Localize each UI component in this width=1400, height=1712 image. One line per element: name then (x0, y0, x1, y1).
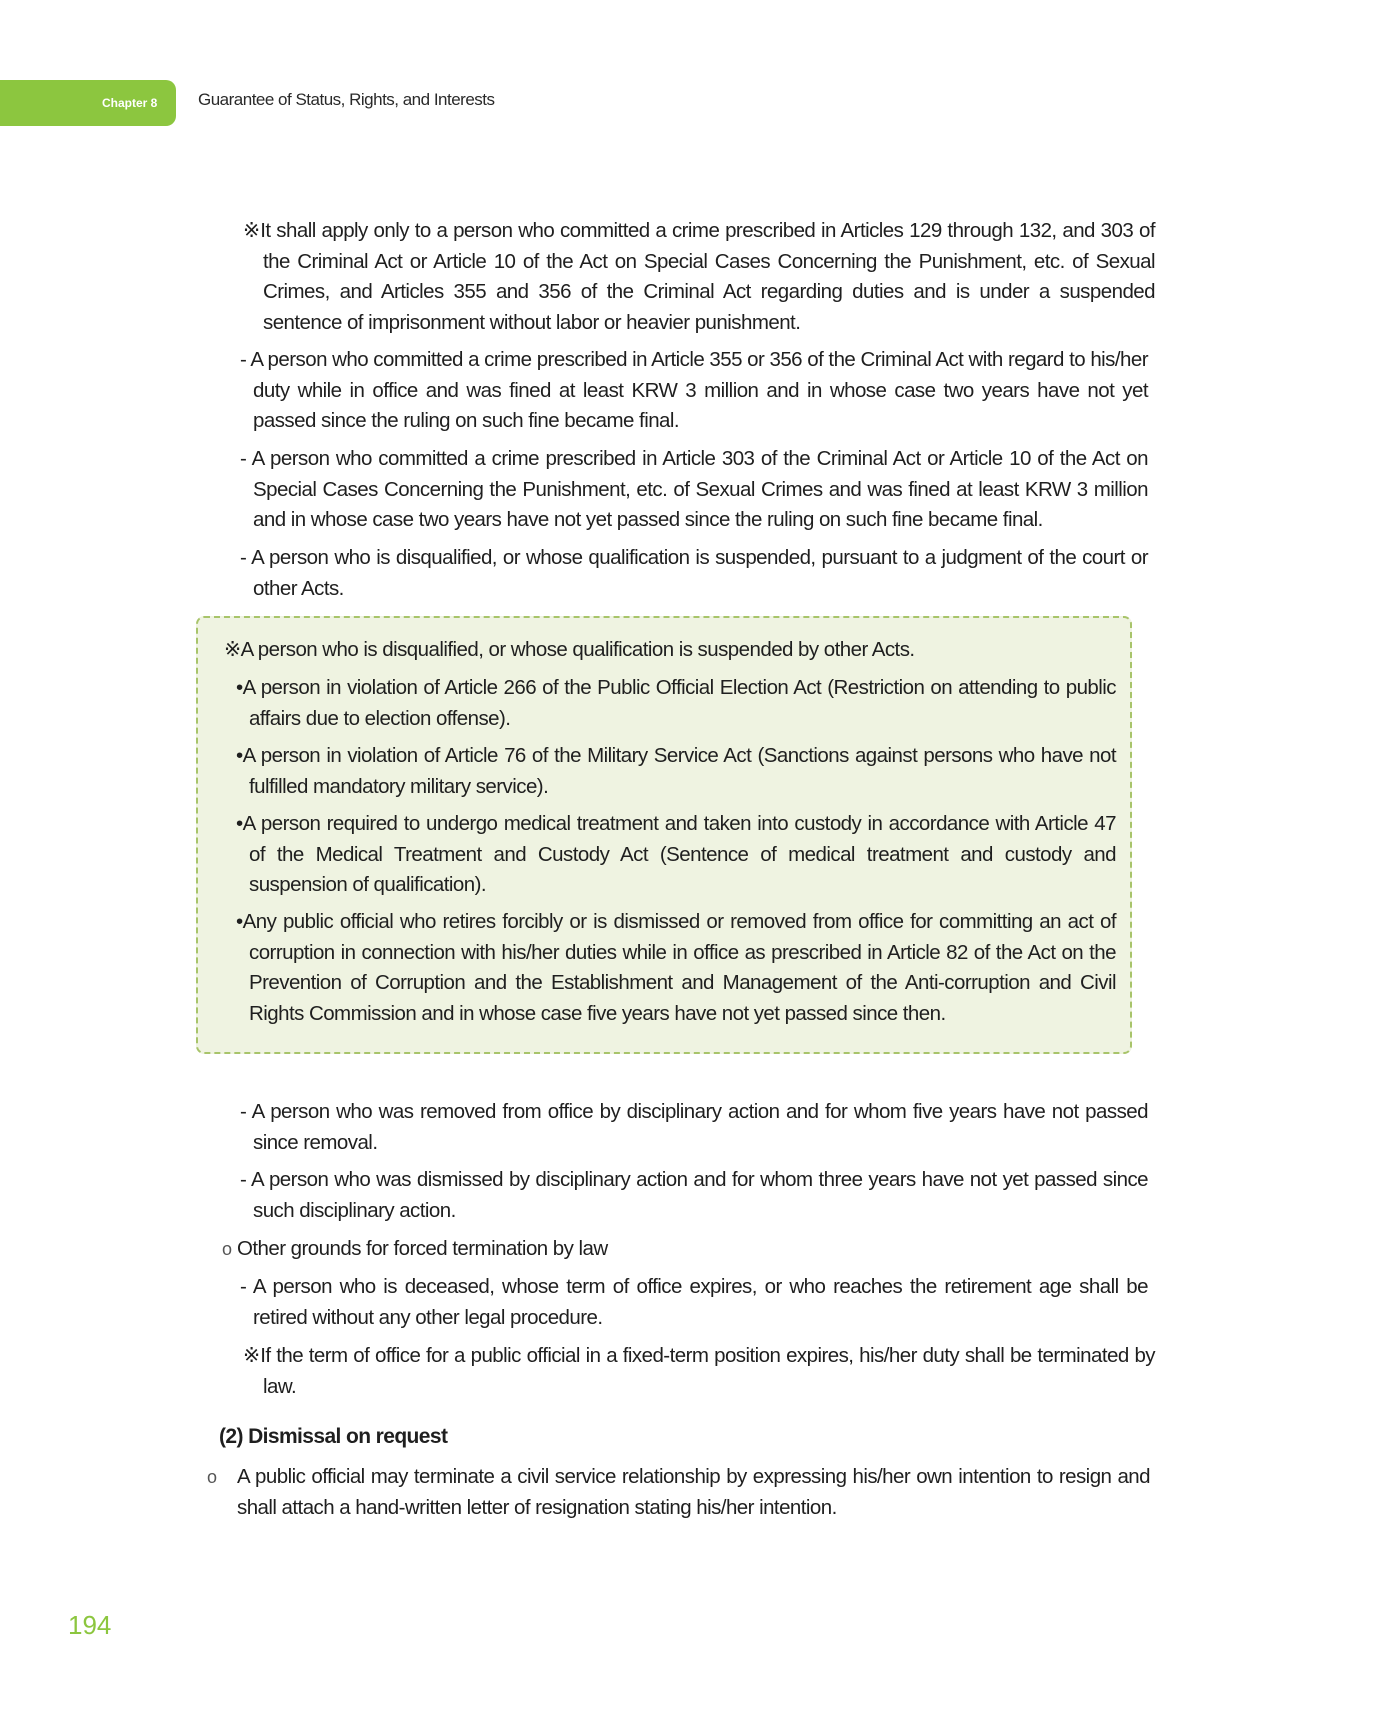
dash-item-deceased: - A person who is deceased, whose term of office expires, or who reaches the retirement age shall be retired without any other legal procedure. (240, 1275, 1148, 1329)
dash-item-article-303: - A person who committed a crime prescribed in Article 303 of the Criminal Act or Article 10 of the Act on Special Cases Concerning the Punishment, etc. of Sexual Crimes and was fined at least KRW 3 million and in whose case two years have not yet passed since the ruling on such fine became final. (240, 447, 1148, 531)
box-bullet-corruption-act: •Any public official who retires forcibly or is dismissed or removed from office for committing an act of corruption in connection with his/her duties while in office as prescribed in Article 82 of the Act on the Prevention of Corruption and the Establishment and Management of the Anti-corruption and Civil Rights Commission and in whose case five years have not yet passed since then. (236, 910, 1116, 1025)
page-number: 194 (68, 1610, 112, 1640)
dash-item-article-355: - A person who committed a crime prescribed in Article 355 or 356 of the Criminal Act with regard to his/her duty while in office and was fined at least KRW 3 million and in whose case two years have not yet passed since the ruling on such fine became final. (240, 348, 1148, 432)
chapter-tab (0, 80, 176, 126)
section-heading: (2) Dismissal on request (219, 1425, 448, 1448)
circle-marker: o (222, 1239, 232, 1259)
note-criminal-articles: ※It shall apply only to a person who committed a crime prescribed in Articles 129 through 132, and 303 of the Criminal Act or Article 10 of the Act on Special Cases Concerning the Punishment, etc. of Sexual Crimes, and Articles 355 and 356 of the Criminal Act regarding duties and is under a suspended sentence of imprisonment without labor or heavier punishment. (243, 219, 1155, 334)
circle-item-other-grounds (222, 1234, 1135, 1265)
dash-item-removed: - A person who was removed from office by disciplinary action and for whom five years have not passed since removal. (240, 1100, 1148, 1154)
chapter-label: Chapter 8 (102, 96, 158, 110)
box-bullet-military-act: •A person in violation of Article 76 of the Military Service Act (Sanctions against persons who have not fulfilled mandatory military service). (236, 744, 1116, 798)
dash-item-dismissed: - A person who was dismissed by disciplinary action and for whom three years have not yet passed since such disciplinary action. (240, 1168, 1148, 1222)
note-fixed-term: ※If the term of office for a public official in a fixed-term position expires, his/her duty shall be terminated by law. (243, 1344, 1155, 1398)
circle-item-text: A public official may terminate a civil service relationship by expressing his/her own intention to resign and shall attach a hand-written letter of resignation stating his/her intention. (237, 1465, 1150, 1519)
circle-item-resignation (207, 1462, 1150, 1523)
box-title: ※A person who is disqualified, or whose qualification is suspended by other Acts. (224, 638, 915, 661)
circle-marker: o (207, 1467, 217, 1487)
dash-item-disqualified: - A person who is disqualified, or whose qualification is suspended, pursuant to a judgment of the court or other Acts. (240, 546, 1148, 600)
chapter-title: Guarantee of Status, Rights, and Interests (198, 90, 495, 109)
box-bullet-election-act: •A person in violation of Article 266 of the Public Official Election Act (Restriction on attending to public affairs due to election offense). (236, 676, 1116, 730)
circle-item-text: Other grounds for forced termination by law (237, 1237, 608, 1260)
box-bullet-medical-act: •A person required to undergo medical treatment and taken into custody in accordance with Article 47 of the Medical Treatment and Custody Act (Sentence of medical treatment and custody and suspension of qualification). (236, 812, 1116, 896)
